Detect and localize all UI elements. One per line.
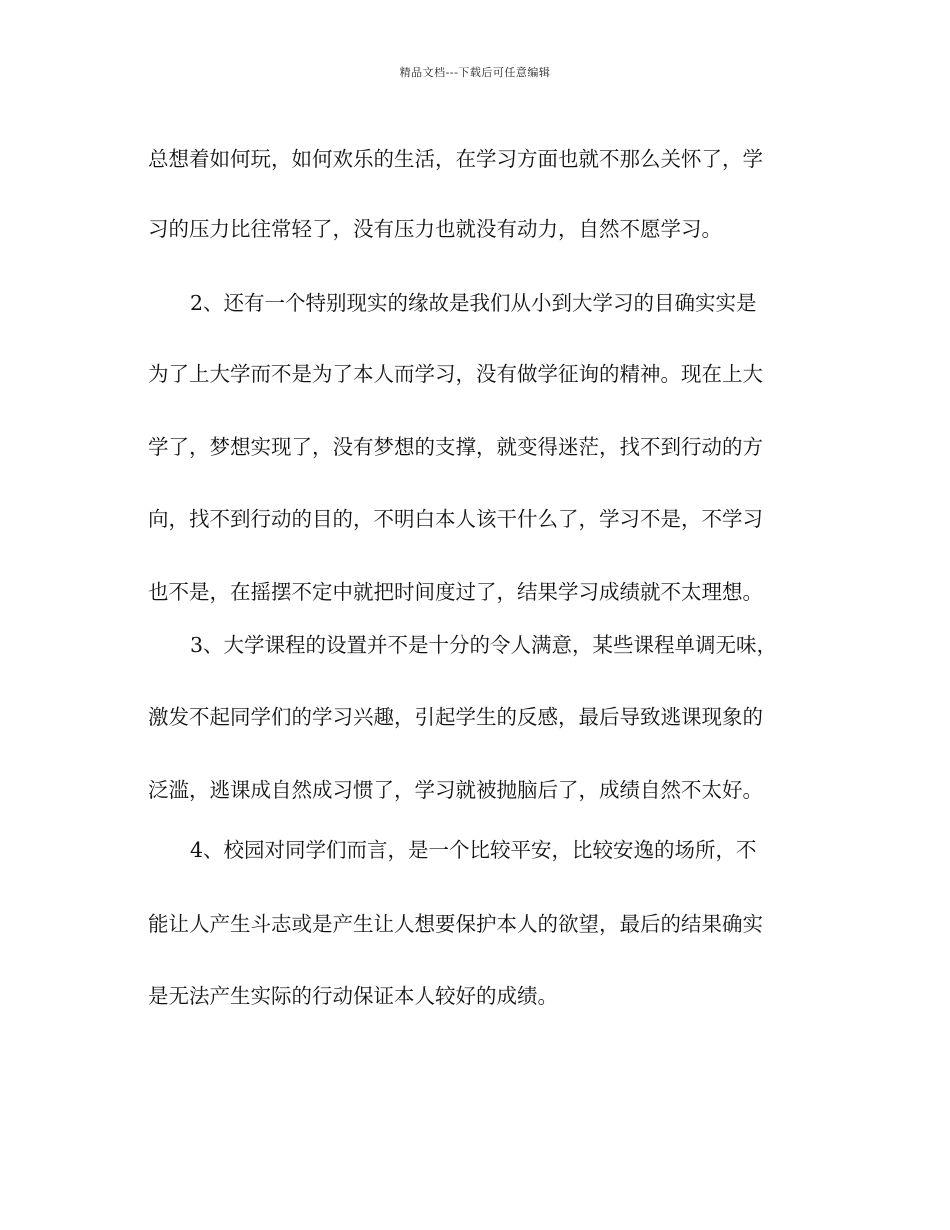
text-line: 能让人产生斗志或是产生让人想要保护本人的欲望，最后的结果确实 (148, 912, 763, 936)
page-header: 精品文档---下载后可任意编辑 (399, 66, 551, 79)
text-line: 是无法产生实际的行动保证本人较好的成绩。 (148, 984, 558, 1008)
text-line: 激发不起同学们的学习兴趣，引起学生的反感，最后导致逃课现象的 (148, 705, 763, 729)
text-line: 为了上大学而不是为了本人而学习，没有做学征询的精神。现在上大 (148, 362, 763, 386)
paragraph-start-line: 2、还有一个特别现实的缘故是我们从小到大学习的目确实实是 (190, 291, 757, 315)
text-line: 学了，梦想实现了，没有梦想的支撑，就变得迷茫，找不到行动的方 (148, 435, 763, 459)
text-line: 习的压力比往常轻了，没有压力也就没有动力，自然不愿学习。 (148, 217, 722, 241)
paragraph-start-line: 3、大学课程的设置并不是十分的令人满意，某些课程单调无味， (190, 633, 778, 657)
text-line: 总想着如何玩，如何欢乐的生活，在学习方面也就不那么关怀了，学 (148, 147, 763, 171)
paragraph-start-line: 4、校园对同学们而言，是一个比较平安，比较安逸的场所，不 (190, 838, 757, 862)
text-line: 向，找不到行动的目的，不明白本人该干什么了，学习不是，不学习 (148, 507, 763, 531)
text-line: 也不是，在摇摆不定中就把时间度过了，结果学习成绩就不太理想。 (148, 580, 763, 604)
text-line: 泛滥，逃课成自然成习惯了，学习就被抛脑后了，成绩自然不太好。 (148, 778, 763, 802)
